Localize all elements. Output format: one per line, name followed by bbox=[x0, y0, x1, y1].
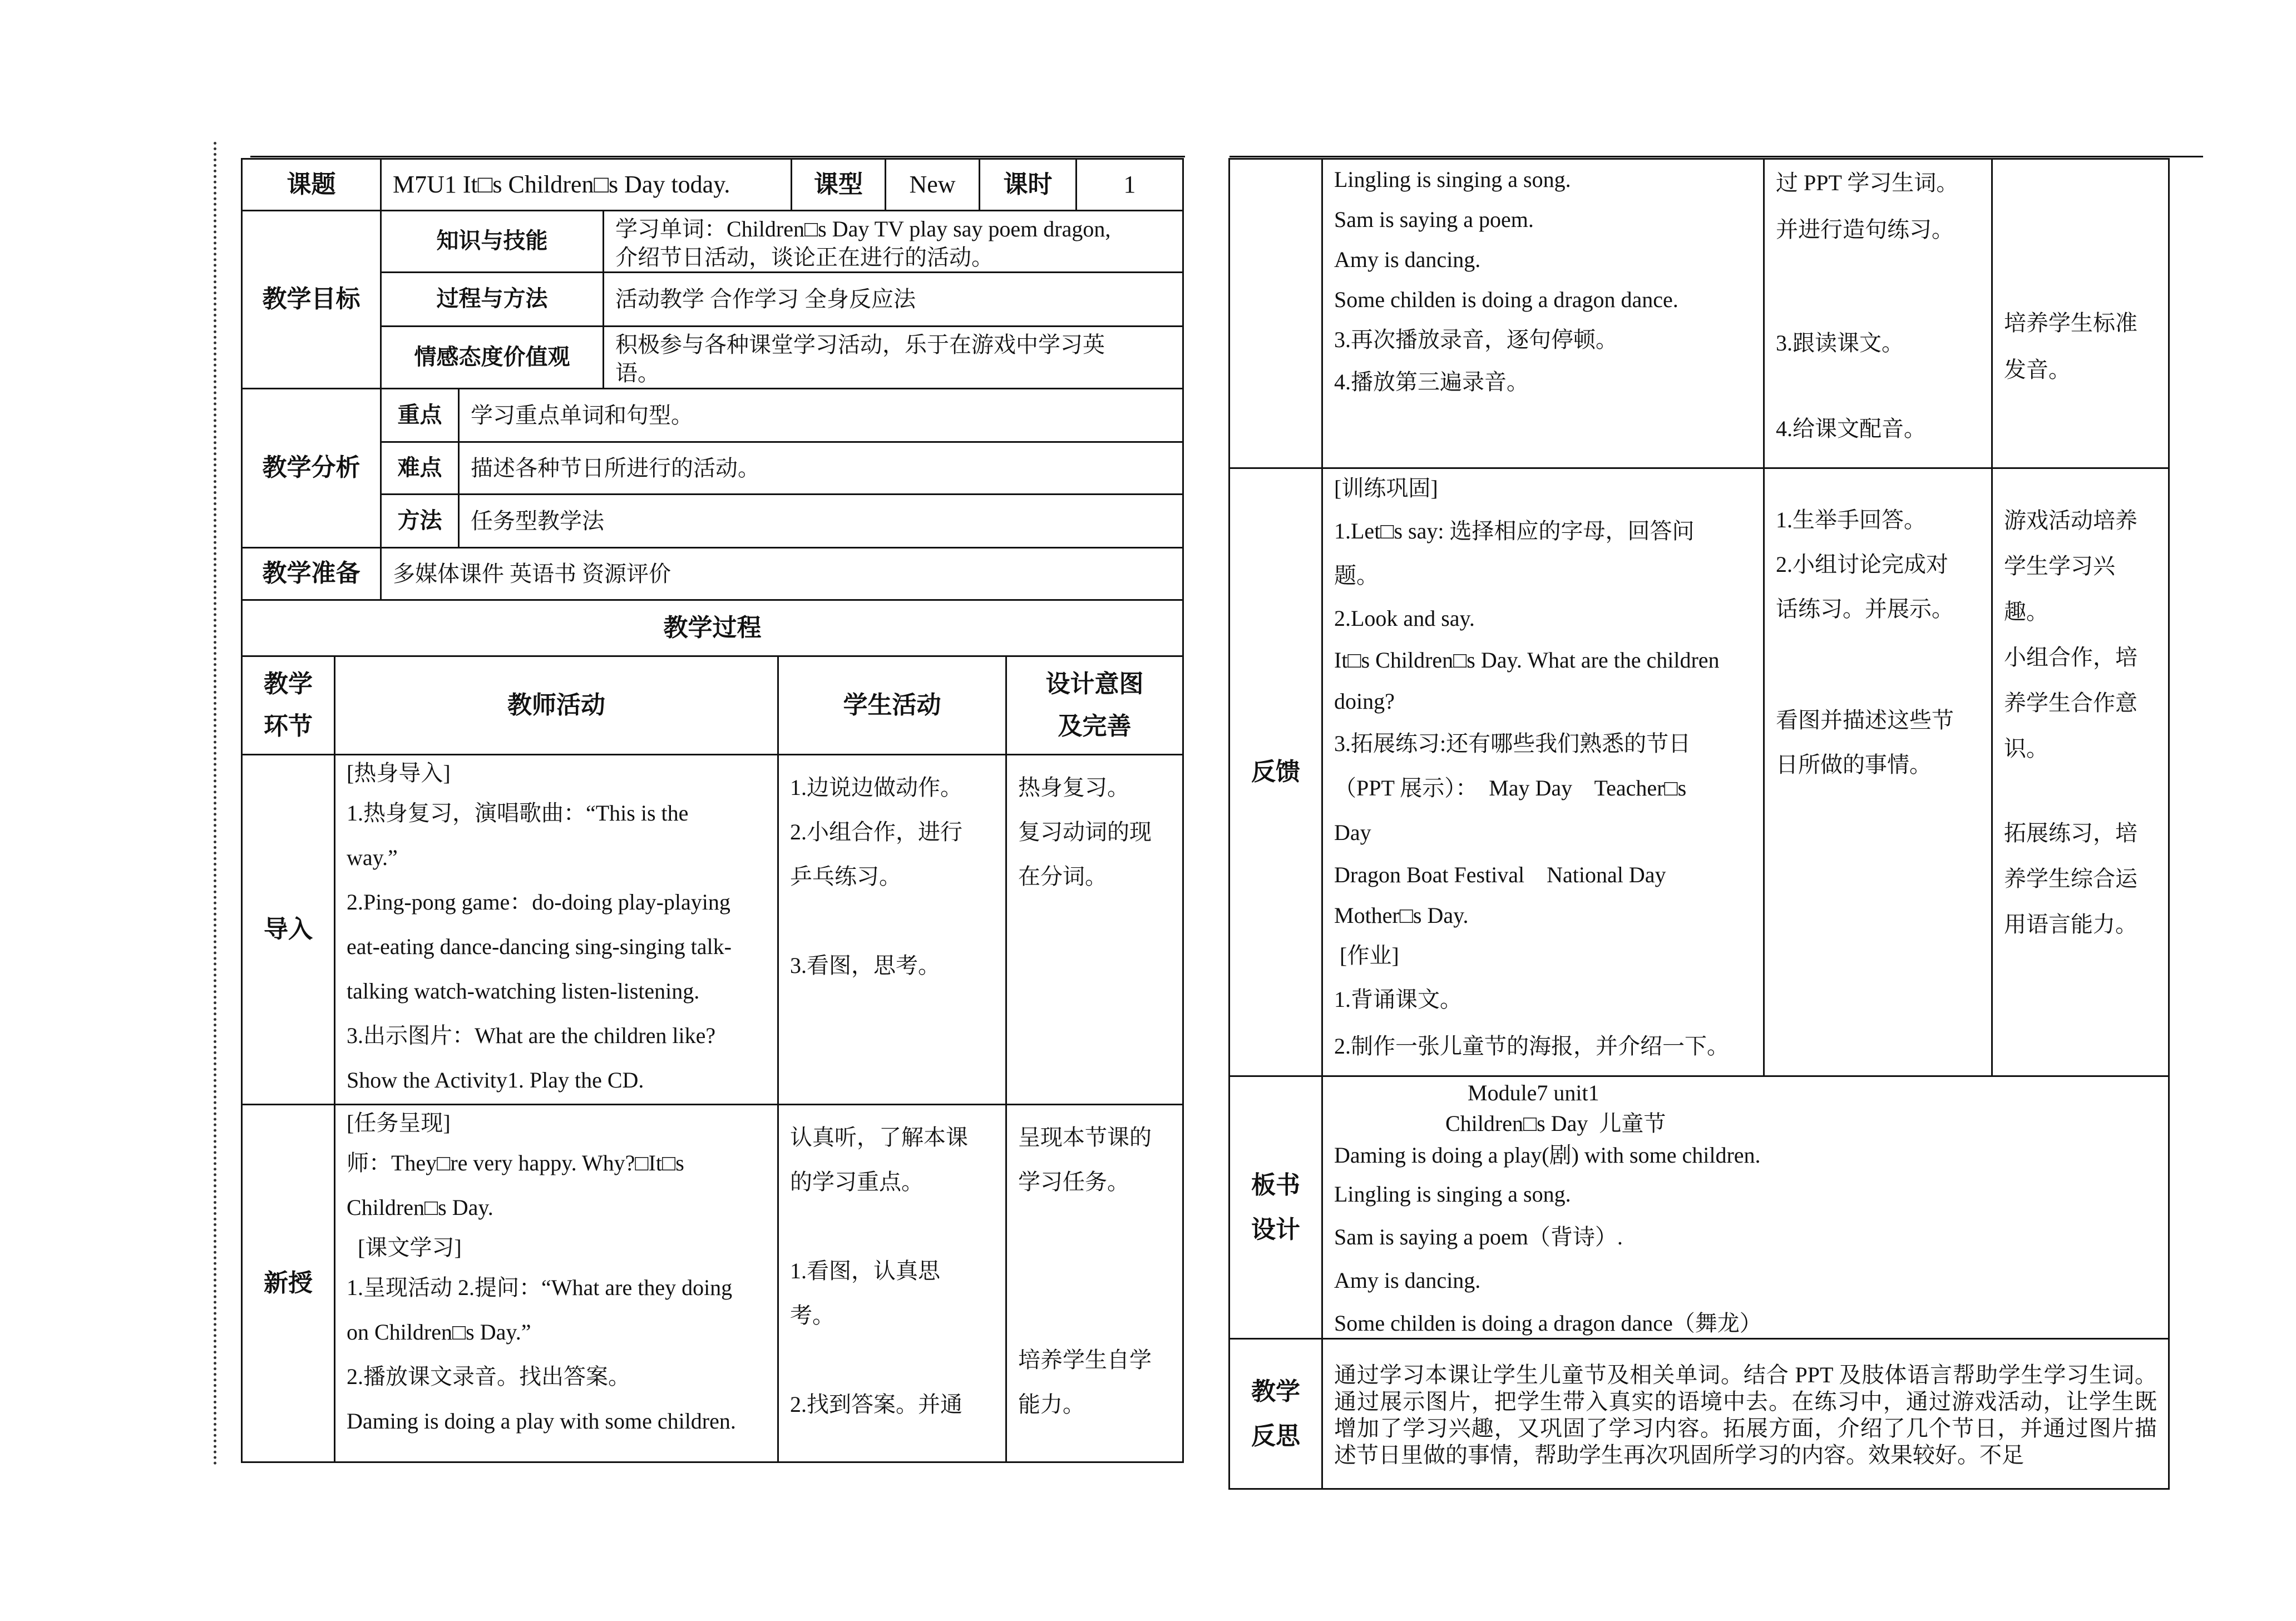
objective-attitude-label: 情感态度价值观 bbox=[380, 325, 604, 389]
top-rule-right bbox=[1230, 156, 2203, 157]
objective-knowledge-value: 学习单词：Children□s Day TV play say poem dragon, 介绍节日活动，谈论正在进行的活动。 bbox=[603, 210, 1184, 273]
col-header-stage: 教学 环节 bbox=[241, 655, 335, 755]
objectives-label: 教学目标 bbox=[241, 210, 382, 389]
feedback-stage: 反馈 bbox=[1228, 467, 1323, 1077]
analysis-label: 教学分析 bbox=[241, 388, 382, 548]
reflect-content: 通过学习本课让学生儿童节及相关单词。结合 PPT 及肢体语言帮助学生学习生词。通过展示图片，把学生带入真实的语境中去。在练习中，通过游戏活动，让学生既增加了学习兴趣，又巩固了学习内容。拓展方面，介绍了几个节日，并通过图片描述节日里做的事情，帮助学生再次巩固所学习的内容。效果较好。不足 bbox=[1321, 1338, 2170, 1490]
feedback-teacher: [训练巩固] 1.Let□s say: 选择相应的字母，回答问 题。 2.Look and say. It□s Children□s Day. What are the children doing? 3.拓展练习:还有哪些我们熟悉的节日 （PPT 展示）： May Day Teacher□s Day Dragon Boat Festival National Day Mother□s Day. [作业] 1.背诵课文。 2.制作一张儿童节的海报，并介绍一下。 bbox=[1321, 467, 1765, 1077]
top-rule-left bbox=[250, 156, 1185, 157]
binding-dotted-line bbox=[214, 142, 216, 1466]
prep-value: 多媒体课件 英语书 资源评价 bbox=[380, 547, 1184, 601]
cont-stage bbox=[1228, 158, 1323, 469]
col-header-design: 设计意图 及完善 bbox=[1005, 655, 1184, 755]
objective-knowledge-label: 知识与技能 bbox=[380, 210, 604, 273]
period-label: 课时 bbox=[979, 158, 1077, 211]
row-intro-stage: 导入 bbox=[241, 754, 335, 1105]
analysis-method-label: 方法 bbox=[380, 493, 460, 548]
row-intro-teacher: [热身导入] 1.热身复习，演唱歌曲：“This is the way.” 2.Ping-pong game：do-doing play-playing eat-eating dance-dancing sing-singing talk- talking watch-watching listen-listening. 3.出示图片：What are the children like? Show the Activity1. Play the CD. bbox=[334, 754, 779, 1105]
analysis-key-value: 学习重点单词和句型。 bbox=[458, 388, 1184, 443]
board-stage: 板书 设计 bbox=[1228, 1075, 1323, 1340]
board-content: Module7 unit1 Children□s Day 儿童节 Daming is doing a play(剧) with some children. Lingling is singing a song. Sam is saying a poem（背诗）. Amy is dancing. Some childen is doing a dragon dance（舞龙） bbox=[1321, 1075, 2170, 1340]
feedback-student: 1.生举手回答。 2.小组讨论完成对 话练习。并展示。 看图并描述这些节 日所做的事情。 bbox=[1763, 467, 1993, 1077]
row-new-teacher: [任务呈现] 师：They□re very happy. Why?□It□s Children□s Day. [课文学习] 1.呈现活动 2.提问：“What are they doing on Children□s Day.” 2.播放课文录音。找出答案。 Daming is doing a play with some children. bbox=[334, 1104, 779, 1463]
feedback-design: 游戏活动培养 学生学习兴 趣。 小组合作，培 养学生合作意 识。 拓展练习，培 养学生综合运 用语言能力。 bbox=[1991, 467, 2170, 1077]
objective-process-value: 活动教学 合作学习 全身反应法 bbox=[603, 271, 1184, 327]
row-new-design: 呈现本节课的 学习任务。 培养学生自学 能力。 bbox=[1005, 1104, 1184, 1463]
prep-label: 教学准备 bbox=[241, 547, 382, 601]
row-intro-student: 1.边说边做动作。 2.小组合作，进行 乒乓练习。 3.看图，思考。 bbox=[777, 754, 1007, 1105]
type-label: 课型 bbox=[791, 158, 886, 211]
analysis-method-value: 任务型教学法 bbox=[458, 493, 1184, 548]
analysis-difficulty-label: 难点 bbox=[380, 441, 460, 495]
objective-attitude-value: 积极参与各种课堂学习活动，乐于在游戏中学习英 语。 bbox=[603, 325, 1184, 389]
period-value: 1 bbox=[1075, 158, 1184, 211]
title-label: 课题 bbox=[241, 158, 382, 211]
type-value: New bbox=[885, 158, 980, 211]
row-new-stage: 新授 bbox=[241, 1104, 335, 1463]
col-header-student: 学生活动 bbox=[777, 655, 1007, 755]
row-intro-design: 热身复习。 复习动词的现 在分词。 bbox=[1005, 754, 1184, 1105]
process-title: 教学过程 bbox=[241, 599, 1184, 657]
analysis-key-label: 重点 bbox=[380, 388, 460, 443]
reflect-stage: 教学 反思 bbox=[1228, 1338, 1323, 1490]
col-header-teacher: 教师活动 bbox=[334, 655, 779, 755]
analysis-difficulty-value: 描述各种节日所进行的活动。 bbox=[458, 441, 1184, 495]
objective-process-label: 过程与方法 bbox=[380, 271, 604, 327]
title-value: M7U1 It□s Children□s Day today. bbox=[380, 158, 792, 211]
cont-teacher: Lingling is singing a song. Sam is saying a poem. Amy is dancing. Some childen is doing a dragon dance. 3.再次播放录音，逐句停顿。 4.播放第三遍录音。 bbox=[1321, 158, 1765, 469]
row-new-student: 认真听，了解本课 的学习重点。 1.看图，认真思 考。 2.找到答案。并通 bbox=[777, 1104, 1007, 1463]
cont-student: 过 PPT 学习生词。 并进行造句练习。 3.跟读课文。 4.给课文配音。 bbox=[1763, 158, 1993, 469]
cont-design: 培养学生标准 发音。 bbox=[1991, 158, 2170, 469]
